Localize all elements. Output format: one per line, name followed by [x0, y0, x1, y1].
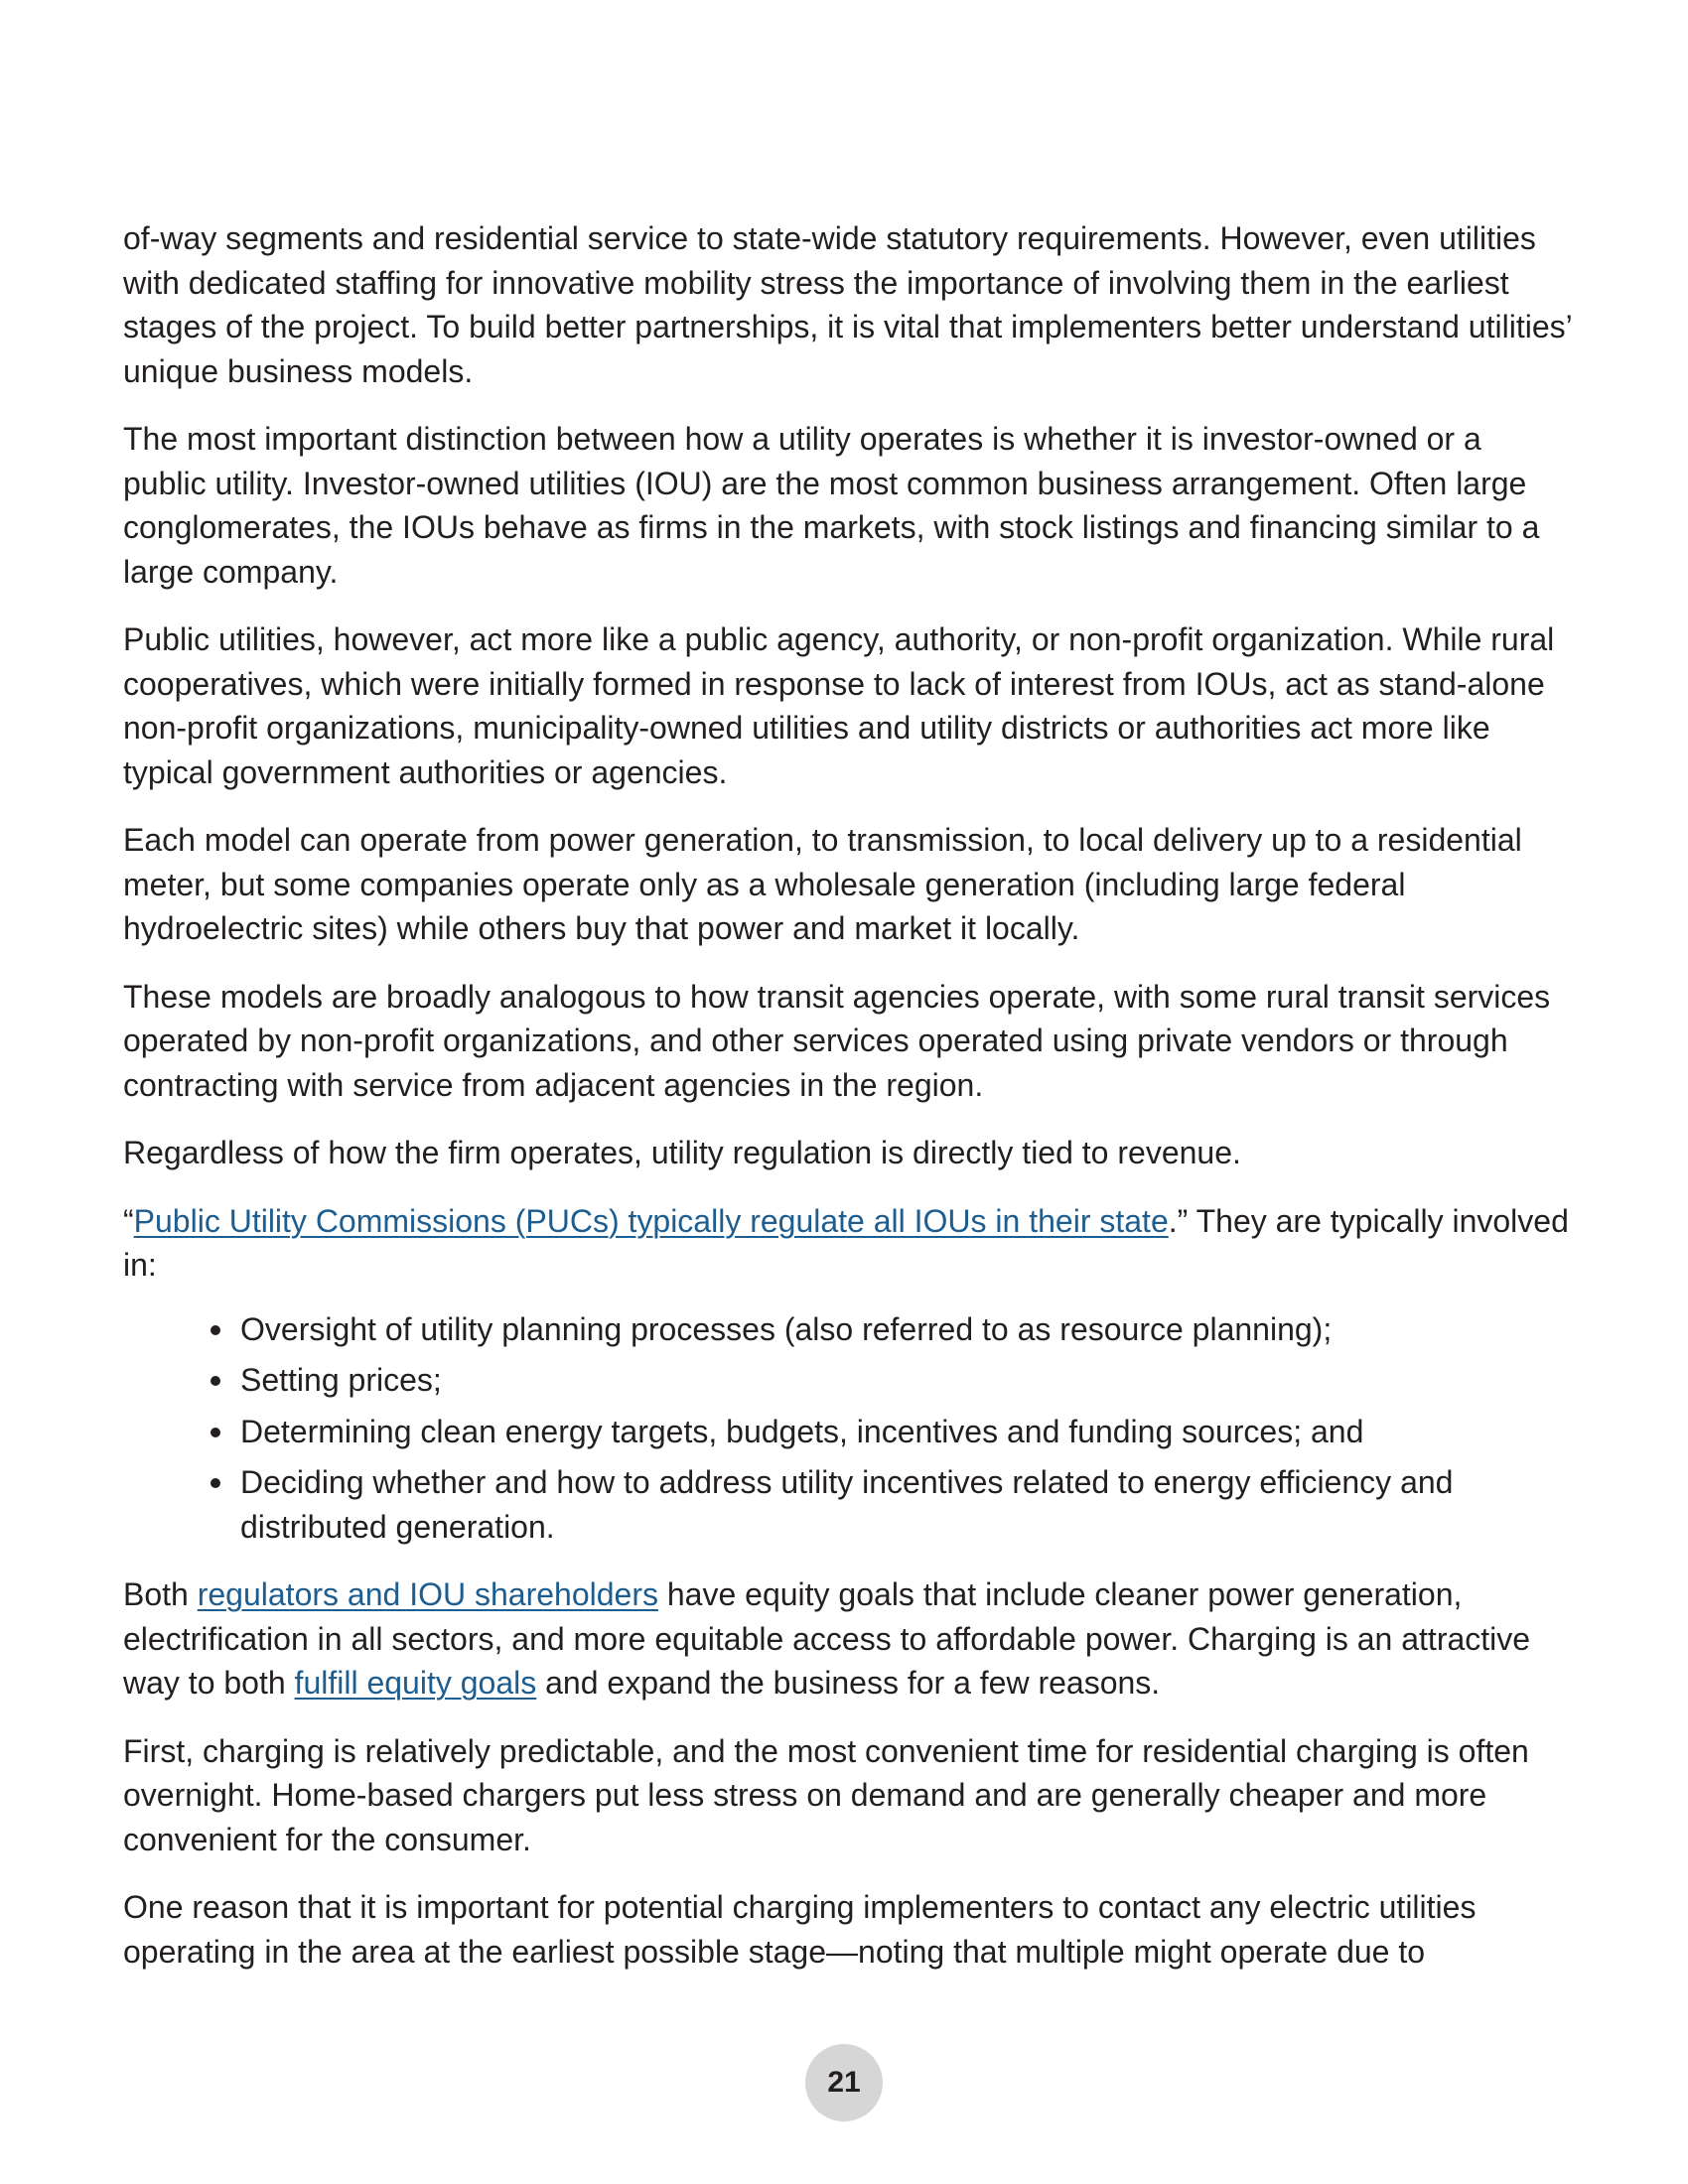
list-item-text: Determining clean energy targets, budgets, incentives and funding sources; and: [240, 1413, 1364, 1449]
link-fulfill-equity-goals[interactable]: fulfill equity goals: [294, 1665, 537, 1701]
link-regulators-shareholders[interactable]: regulators and IOU shareholders: [197, 1576, 658, 1612]
paragraph-contact-utilities: One reason that it is important for potential charging implementers to contact any electric utilities operating in the area at the earliest possible stage—noting that multiple might operate due to: [123, 1889, 1477, 1970]
list-item: [240, 1358, 1573, 1403]
puc-intro-rest: .” They are typically involved in:: [123, 1202, 1569, 1283]
bullet-icon: [211, 1325, 220, 1335]
puc-responsibilities-list: [123, 1307, 1573, 1550]
bullet-icon: [211, 1376, 220, 1386]
list-item-text: Deciding whether and how to address utility incentives related to energy efficiency and distributed generation.: [240, 1464, 1454, 1545]
paragraph-puc-intro: [123, 1199, 1573, 1288]
paragraph-business-models-intro: of-way segments and residential service to state-wide statutory requirements. However, even utilities with dedicated staffing for innovative mobility stress the importance of involving them in the earliest stages of the project. To build better partnerships, it is vital that implementers better understand utilities’ unique business models.: [123, 220, 1572, 389]
bullet-icon: [211, 1428, 220, 1437]
open-quote: “: [123, 1202, 134, 1239]
link-puc-regulation[interactable]: Public Utility Commissions (PUCs) typically regulate all IOUs in their state: [133, 1202, 1169, 1239]
list-item: [240, 1410, 1573, 1454]
list-item: [240, 1460, 1573, 1549]
list-item-text: Oversight of utility planning processes (also referred to as resource planning);: [240, 1310, 1333, 1347]
list-item: [240, 1307, 1573, 1352]
bullet-icon: [211, 1478, 220, 1488]
paragraph-operating-models: Each model can operate from power generation, to transmission, to local delivery up to a residential meter, but some companies operate only as a wholesale generation (including large federal hydroelectric sites) while others buy that power and market it locally.: [123, 822, 1522, 946]
equity-text-after: and expand the business for a few reasons.: [536, 1665, 1161, 1701]
equity-text-before: Both: [123, 1576, 198, 1612]
list-item-text: Setting prices;: [240, 1362, 442, 1398]
paragraph-charging-predictable: First, charging is relatively predictable, and the most convenient time for residential charging is often overnight. Home-based chargers put less stress on demand and are generally cheaper and more convenient for the consumer.: [123, 1732, 1529, 1857]
paragraph-regulation-revenue: Regardless of how the firm operates, utility regulation is directly tied to revenue.: [123, 1135, 1241, 1170]
paragraph-public-utilities: Public utilities, however, act more like a public agency, authority, or non-profit organization. While rural cooperatives, which were initially formed in response to lack of interest from IOUs, act as stand-alone non-profit organizations, municipality-owned utilities and utility districts or authorities act more like typical government authorities or agencies.: [123, 621, 1555, 790]
paragraph-equity-goals: [123, 1572, 1573, 1706]
paragraph-iou-vs-public: The most important distinction between how a utility operates is whether it is investor-owned or a public utility. Investor-owned utilities (IOU) are the most common business arrangement. Often large conglomerates, the IOUs behave as firms in the markets, with stock listings and financing similar to a large company.: [123, 421, 1540, 590]
paragraph-transit-analogy: These models are broadly analogous to how transit agencies operate, with some rural transit services operated by non-profit organizations, and other services operated using private vendors or through contracting with service from adjacent agencies in the region.: [123, 978, 1551, 1103]
page-body: [123, 216, 1573, 1997]
page-number-badge: 21: [805, 2044, 883, 2121]
equity-text-middle: have equity goals that include cleaner power generation, electrification in all sectors, and more equitable access to affordable power. Charging is an attractive way to both: [123, 1576, 1531, 1701]
